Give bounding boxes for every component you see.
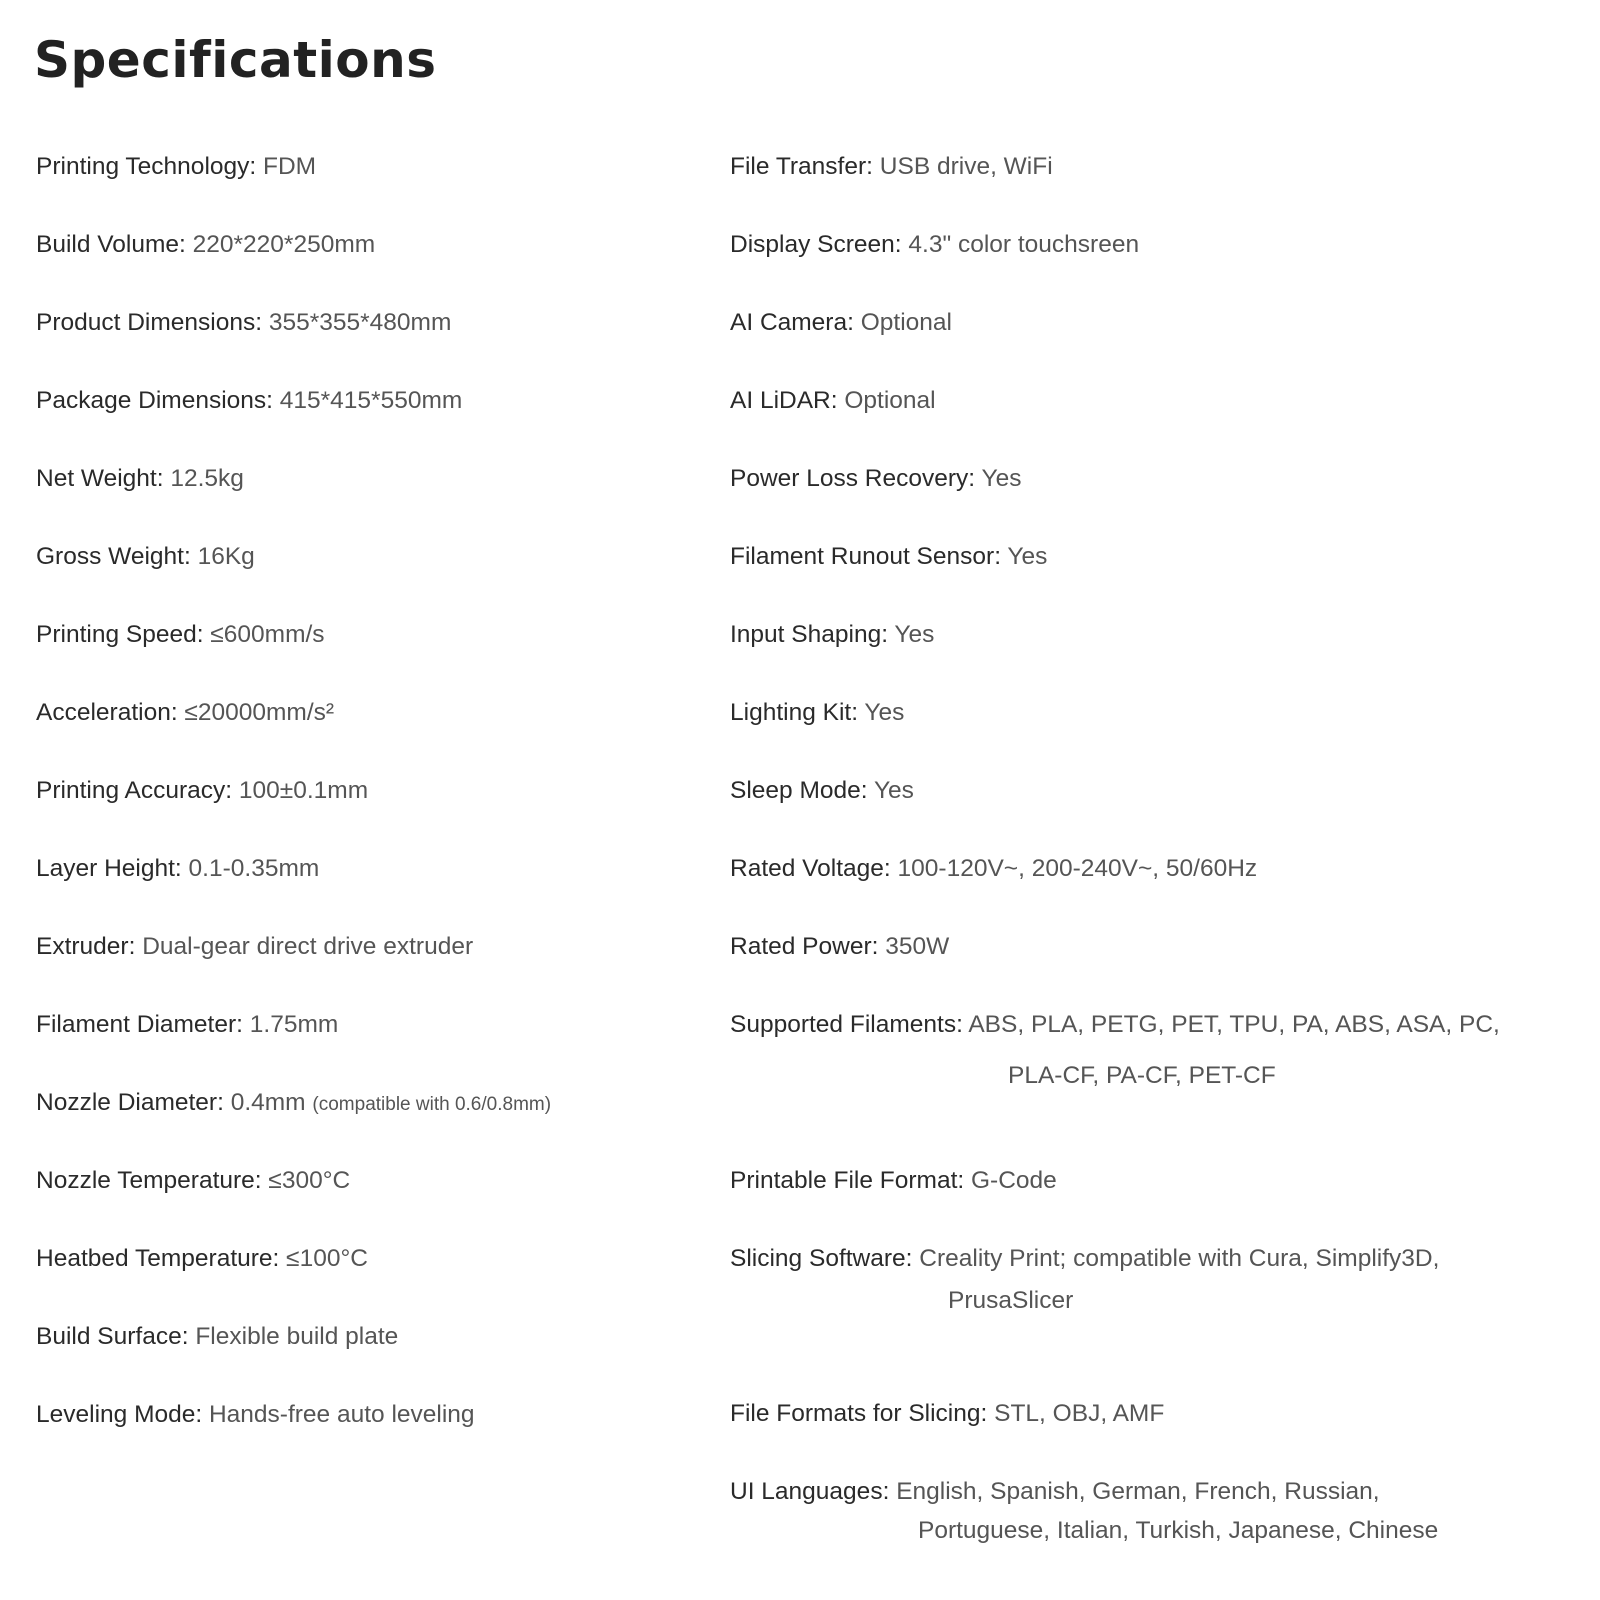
spec-row	[36, 1322, 398, 1351]
spec-row	[730, 620, 934, 649]
spec-label: Power Loss Recovery:	[730, 465, 976, 492]
spec-label: Nozzle Temperature:	[36, 1167, 262, 1194]
spec-value: 100±0.1mm	[238, 777, 369, 804]
spec-row	[730, 1010, 1500, 1039]
spec-label: Package Dimensions:	[36, 387, 273, 414]
spec-value: 100-120V~, 200-240V~, 50/60Hz	[897, 855, 1258, 882]
spec-value: 355*355*480mm	[268, 309, 452, 336]
spec-row	[36, 464, 244, 493]
spec-value: 0.4mm	[230, 1089, 306, 1116]
spec-row	[36, 1010, 338, 1039]
spec-row	[36, 620, 325, 649]
spec-row	[730, 854, 1257, 883]
spec-row	[36, 308, 451, 337]
spec-label: AI Camera:	[730, 309, 854, 336]
spec-value-continued: PrusaSlicer	[948, 1287, 1074, 1314]
spec-label: Printing Speed:	[36, 621, 204, 648]
spec-value-continued: Portuguese, Italian, Turkish, Japanese, Chinese	[918, 1517, 1439, 1544]
spec-value: English, Spanish, German, French, Russian,	[896, 1478, 1380, 1505]
spec-row	[36, 1244, 368, 1273]
spec-label: AI LiDAR:	[730, 387, 838, 414]
spec-row	[730, 230, 1139, 259]
spec-value-continued: PLA-CF, PA-CF, PET-CF	[1008, 1062, 1276, 1089]
spec-label: Rated Voltage:	[730, 855, 891, 882]
spec-row	[36, 698, 334, 727]
spec-value: Yes	[1007, 543, 1048, 570]
spec-label: File Formats for Slicing:	[730, 1400, 988, 1427]
spec-value: ≤300°C	[268, 1167, 351, 1194]
spec-row	[730, 698, 904, 727]
spec-label: Build Surface:	[36, 1323, 189, 1350]
spec-label: Gross Weight:	[36, 543, 191, 570]
spec-label: Supported Filaments:	[730, 1011, 963, 1038]
spec-label: Lighting Kit:	[730, 699, 859, 726]
spec-label: Extruder:	[36, 933, 136, 960]
spec-row	[730, 1399, 1164, 1428]
spec-label: Leveling Mode:	[36, 1401, 203, 1428]
spec-value: 350W	[885, 933, 950, 960]
spec-value: 415*415*550mm	[279, 387, 463, 414]
spec-value: Dual-gear direct drive extruder	[142, 933, 474, 960]
page-title: Specifications	[34, 31, 437, 89]
spec-label: Printable File Format:	[730, 1167, 965, 1194]
spec-label: Filament Diameter:	[36, 1011, 243, 1038]
spec-value: Yes	[894, 621, 935, 648]
spec-label: Rated Power:	[730, 933, 879, 960]
spec-value: 16Kg	[197, 543, 255, 570]
spec-value: 12.5kg	[170, 465, 244, 492]
spec-row	[730, 1244, 1439, 1273]
spec-row	[36, 230, 375, 259]
spec-label: UI Languages:	[730, 1478, 890, 1505]
spec-value: G-Code	[971, 1167, 1057, 1194]
spec-value: Flexible build plate	[195, 1323, 399, 1350]
spec-value: Optional	[860, 309, 952, 336]
spec-label: Sleep Mode:	[730, 777, 868, 804]
spec-value: Yes	[864, 699, 905, 726]
spec-row	[36, 932, 473, 961]
spec-row	[730, 776, 914, 805]
spec-label: Slicing Software:	[730, 1245, 913, 1272]
spec-row	[730, 932, 949, 961]
spec-label: Printing Technology:	[36, 153, 257, 180]
spec-value: Yes	[873, 777, 914, 804]
spec-row	[36, 1088, 551, 1117]
spec-note: (compatible with 0.6/0.8mm)	[312, 1094, 552, 1115]
spec-value: Optional	[844, 387, 936, 414]
spec-value: 0.1-0.35mm	[188, 855, 320, 882]
spec-row	[730, 152, 1053, 181]
spec-label: Acceleration:	[36, 699, 178, 726]
spec-label: Input Shaping:	[730, 621, 889, 648]
spec-label: Net Weight:	[36, 465, 164, 492]
spec-label: Nozzle Diameter:	[36, 1089, 224, 1116]
spec-value: 220*220*250mm	[192, 231, 376, 258]
spec-row	[36, 386, 462, 415]
spec-row	[730, 1166, 1057, 1195]
spec-value: ABS, PLA, PETG, PET, TPU, PA, ABS, ASA, PC,	[968, 1011, 1500, 1038]
spec-value: STL, OBJ, AMF	[994, 1400, 1165, 1427]
spec-label: Product Dimensions:	[36, 309, 263, 336]
spec-label: Layer Height:	[36, 855, 182, 882]
spec-label: Display Screen:	[730, 231, 902, 258]
spec-row	[36, 542, 255, 571]
spec-value: 1.75mm	[249, 1011, 339, 1038]
spec-value: Yes	[981, 465, 1022, 492]
spec-row	[36, 1166, 350, 1195]
spec-label: Heatbed Temperature:	[36, 1245, 280, 1272]
spec-label: Build Volume:	[36, 231, 186, 258]
spec-value: ≤20000mm/s²	[184, 699, 335, 726]
spec-row	[730, 542, 1047, 571]
spec-value: Hands-free auto leveling	[208, 1401, 475, 1428]
spec-label: File Transfer:	[730, 153, 873, 180]
spec-row	[730, 386, 936, 415]
spec-row	[36, 152, 316, 181]
spec-row	[36, 854, 319, 883]
spec-value: FDM	[263, 153, 317, 180]
spec-row	[36, 776, 368, 805]
spec-value: Creality Print; compatible with Cura, Simplify3D,	[919, 1245, 1440, 1272]
spec-value: ≤600mm/s	[210, 621, 325, 648]
spec-row	[36, 1400, 475, 1429]
spec-row	[730, 464, 1021, 493]
spec-value: USB drive, WiFi	[879, 153, 1053, 180]
spec-value: 4.3" color touchsreen	[908, 231, 1140, 258]
spec-label: Printing Accuracy:	[36, 777, 233, 804]
spec-value: ≤100°C	[286, 1245, 368, 1272]
spec-label: Filament Runout Sensor:	[730, 543, 1001, 570]
spec-row	[730, 308, 952, 337]
spec-row	[730, 1477, 1380, 1506]
